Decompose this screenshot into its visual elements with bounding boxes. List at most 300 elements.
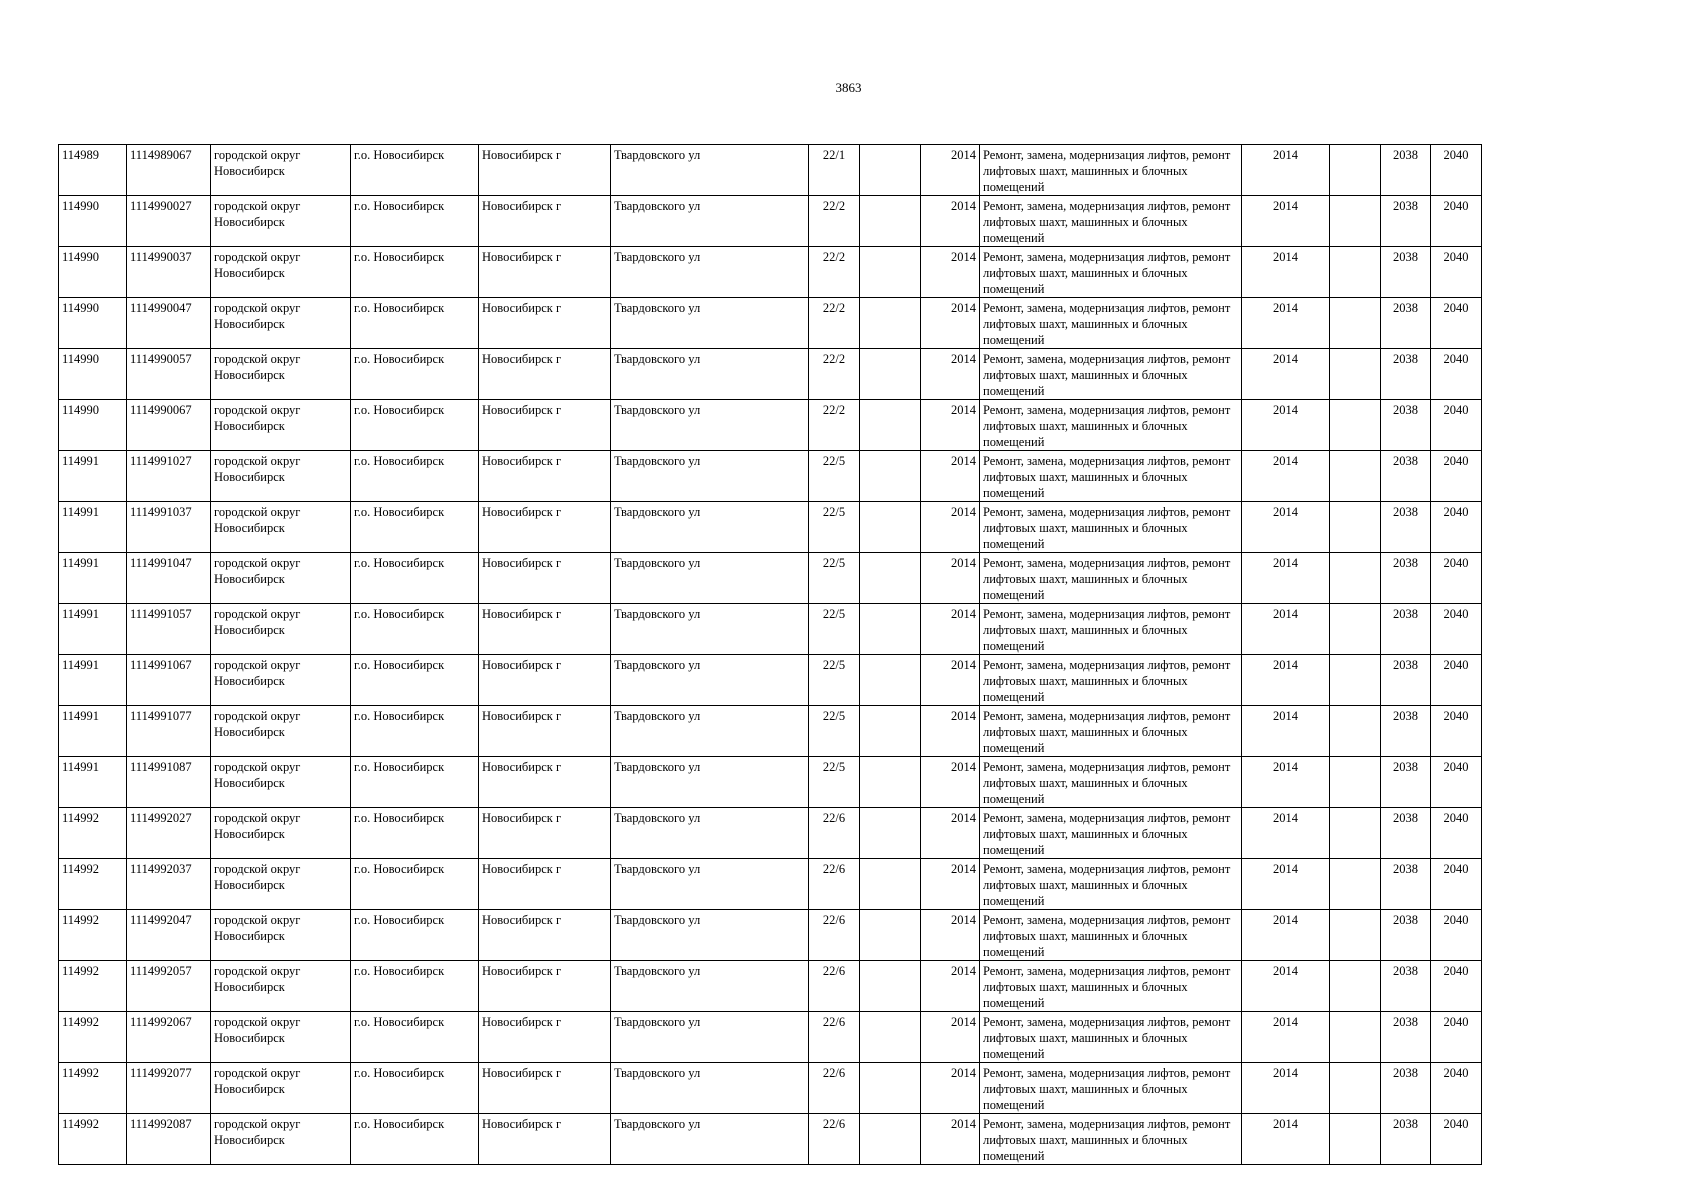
cell-city: Новосибирск г <box>479 1012 611 1063</box>
cell-city: Новосибирск г <box>479 859 611 910</box>
cell-street: Твардовского ул <box>611 247 809 298</box>
cell-municipality: г.о. Новосибирск <box>351 706 479 757</box>
cell-extra <box>1330 1114 1381 1165</box>
cell-extra <box>1330 910 1381 961</box>
cell-municipality: г.о. Новосибирск <box>351 859 479 910</box>
registry-table <box>58 144 1482 1165</box>
cell-id: 114990 <box>59 298 127 349</box>
cell-city: Новосибирск г <box>479 808 611 859</box>
cell-house: 22/6 <box>809 961 860 1012</box>
cell-work-year: 2014 <box>1242 502 1330 553</box>
cell-city: Новосибирск г <box>479 196 611 247</box>
table-row <box>59 961 1482 1012</box>
cell-period-start: 2038 <box>1381 1063 1431 1114</box>
cell-municipality: г.о. Новосибирск <box>351 757 479 808</box>
cell-building <box>860 1114 921 1165</box>
cell-house: 22/2 <box>809 247 860 298</box>
cell-work-year: 2014 <box>1242 553 1330 604</box>
cell-building <box>860 706 921 757</box>
cell-street: Твардовского ул <box>611 298 809 349</box>
cell-work-year: 2014 <box>1242 196 1330 247</box>
cell-building <box>860 451 921 502</box>
cell-district: городской округ Новосибирск <box>211 910 351 961</box>
cell-period-end: 2040 <box>1431 655 1482 706</box>
cell-building <box>860 757 921 808</box>
cell-district: городской округ Новосибирск <box>211 349 351 400</box>
cell-house: 22/2 <box>809 349 860 400</box>
cell-code: 1114991067 <box>127 655 211 706</box>
cell-district: городской округ Новосибирск <box>211 757 351 808</box>
cell-work-type: Ремонт, замена, модернизация лифтов, ремонт лифтовых шахт, машинных и блочных помещений <box>980 910 1242 961</box>
cell-id: 114992 <box>59 961 127 1012</box>
cell-code: 1114990027 <box>127 196 211 247</box>
cell-city: Новосибирск г <box>479 1063 611 1114</box>
cell-house: 22/2 <box>809 400 860 451</box>
cell-district: городской округ Новосибирск <box>211 502 351 553</box>
cell-extra <box>1330 604 1381 655</box>
cell-street: Твардовского ул <box>611 910 809 961</box>
cell-house: 22/6 <box>809 1063 860 1114</box>
cell-year-built: 2014 <box>921 145 980 196</box>
cell-period-start: 2038 <box>1381 553 1431 604</box>
cell-street: Твардовского ул <box>611 1063 809 1114</box>
cell-id: 114990 <box>59 400 127 451</box>
cell-period-start: 2038 <box>1381 961 1431 1012</box>
cell-period-end: 2040 <box>1431 808 1482 859</box>
cell-period-start: 2038 <box>1381 145 1431 196</box>
cell-extra <box>1330 349 1381 400</box>
cell-id: 114991 <box>59 706 127 757</box>
cell-extra <box>1330 196 1381 247</box>
cell-id: 114990 <box>59 196 127 247</box>
table-row <box>59 247 1482 298</box>
cell-work-year: 2014 <box>1242 859 1330 910</box>
table-body <box>59 145 1482 1165</box>
cell-municipality: г.о. Новосибирск <box>351 1063 479 1114</box>
cell-id: 114992 <box>59 808 127 859</box>
cell-id: 114992 <box>59 1063 127 1114</box>
cell-id: 114991 <box>59 502 127 553</box>
cell-municipality: г.о. Новосибирск <box>351 553 479 604</box>
table-row <box>59 604 1482 655</box>
cell-district: городской округ Новосибирск <box>211 1114 351 1165</box>
cell-id: 114991 <box>59 553 127 604</box>
cell-street: Твардовского ул <box>611 400 809 451</box>
cell-work-year: 2014 <box>1242 1012 1330 1063</box>
cell-work-type: Ремонт, замена, модернизация лифтов, ремонт лифтовых шахт, машинных и блочных помещений <box>980 400 1242 451</box>
cell-municipality: г.о. Новосибирск <box>351 400 479 451</box>
cell-district: городской округ Новосибирск <box>211 451 351 502</box>
cell-extra <box>1330 706 1381 757</box>
cell-municipality: г.о. Новосибирск <box>351 196 479 247</box>
cell-district: городской округ Новосибирск <box>211 655 351 706</box>
cell-period-end: 2040 <box>1431 502 1482 553</box>
cell-code: 1114992077 <box>127 1063 211 1114</box>
cell-extra <box>1330 1012 1381 1063</box>
cell-code: 1114991087 <box>127 757 211 808</box>
cell-street: Твардовского ул <box>611 655 809 706</box>
cell-period-end: 2040 <box>1431 400 1482 451</box>
cell-code: 1114991047 <box>127 553 211 604</box>
cell-building <box>860 655 921 706</box>
cell-city: Новосибирск г <box>479 910 611 961</box>
cell-district: городской округ Новосибирск <box>211 247 351 298</box>
cell-work-type: Ремонт, замена, модернизация лифтов, ремонт лифтовых шахт, машинных и блочных помещений <box>980 553 1242 604</box>
cell-work-year: 2014 <box>1242 706 1330 757</box>
cell-district: городской округ Новосибирск <box>211 553 351 604</box>
cell-id: 114992 <box>59 910 127 961</box>
cell-work-type: Ремонт, замена, модернизация лифтов, ремонт лифтовых шахт, машинных и блочных помещений <box>980 961 1242 1012</box>
cell-city: Новосибирск г <box>479 451 611 502</box>
cell-house: 22/5 <box>809 502 860 553</box>
cell-period-end: 2040 <box>1431 757 1482 808</box>
cell-house: 22/5 <box>809 553 860 604</box>
cell-year-built: 2014 <box>921 1012 980 1063</box>
cell-building <box>860 553 921 604</box>
cell-city: Новосибирск г <box>479 247 611 298</box>
table-row <box>59 1063 1482 1114</box>
cell-work-type: Ремонт, замена, модернизация лифтов, ремонт лифтовых шахт, машинных и блочных помещений <box>980 1012 1242 1063</box>
cell-building <box>860 298 921 349</box>
cell-district: городской округ Новосибирск <box>211 1063 351 1114</box>
cell-period-start: 2038 <box>1381 757 1431 808</box>
cell-municipality: г.о. Новосибирск <box>351 655 479 706</box>
cell-building <box>860 604 921 655</box>
cell-district: городской округ Новосибирск <box>211 808 351 859</box>
cell-municipality: г.о. Новосибирск <box>351 298 479 349</box>
cell-district: городской округ Новосибирск <box>211 145 351 196</box>
cell-municipality: г.о. Новосибирск <box>351 349 479 400</box>
cell-street: Твардовского ул <box>611 961 809 1012</box>
table-row <box>59 910 1482 961</box>
cell-municipality: г.о. Новосибирск <box>351 1114 479 1165</box>
cell-city: Новосибирск г <box>479 349 611 400</box>
cell-street: Твардовского ул <box>611 349 809 400</box>
cell-building <box>860 502 921 553</box>
cell-work-type: Ремонт, замена, модернизация лифтов, ремонт лифтовых шахт, машинных и блочных помещений <box>980 655 1242 706</box>
cell-year-built: 2014 <box>921 349 980 400</box>
cell-work-year: 2014 <box>1242 247 1330 298</box>
cell-municipality: г.о. Новосибирск <box>351 1012 479 1063</box>
cell-period-start: 2038 <box>1381 349 1431 400</box>
cell-id: 114991 <box>59 757 127 808</box>
cell-work-type: Ремонт, замена, модернизация лифтов, ремонт лифтовых шахт, машинных и блочных помещений <box>980 349 1242 400</box>
cell-period-end: 2040 <box>1431 553 1482 604</box>
cell-city: Новосибирск г <box>479 145 611 196</box>
cell-period-start: 2038 <box>1381 451 1431 502</box>
cell-period-end: 2040 <box>1431 604 1482 655</box>
cell-city: Новосибирск г <box>479 502 611 553</box>
table-row <box>59 1114 1482 1165</box>
cell-period-end: 2040 <box>1431 1012 1482 1063</box>
cell-work-type: Ремонт, замена, модернизация лифтов, ремонт лифтовых шахт, машинных и блочных помещений <box>980 247 1242 298</box>
cell-street: Твардовского ул <box>611 553 809 604</box>
cell-extra <box>1330 400 1381 451</box>
cell-period-start: 2038 <box>1381 604 1431 655</box>
cell-year-built: 2014 <box>921 1063 980 1114</box>
cell-period-start: 2038 <box>1381 1114 1431 1165</box>
cell-period-end: 2040 <box>1431 706 1482 757</box>
cell-year-built: 2014 <box>921 247 980 298</box>
cell-street: Твардовского ул <box>611 808 809 859</box>
cell-extra <box>1330 247 1381 298</box>
cell-id: 114989 <box>59 145 127 196</box>
cell-period-start: 2038 <box>1381 910 1431 961</box>
cell-work-year: 2014 <box>1242 1114 1330 1165</box>
cell-building <box>860 1063 921 1114</box>
table-row <box>59 196 1482 247</box>
cell-period-end: 2040 <box>1431 961 1482 1012</box>
cell-period-end: 2040 <box>1431 859 1482 910</box>
cell-year-built: 2014 <box>921 196 980 247</box>
cell-code: 1114990037 <box>127 247 211 298</box>
cell-year-built: 2014 <box>921 604 980 655</box>
cell-street: Твардовского ул <box>611 1012 809 1063</box>
cell-period-end: 2040 <box>1431 910 1482 961</box>
cell-year-built: 2014 <box>921 553 980 604</box>
cell-work-type: Ремонт, замена, модернизация лифтов, ремонт лифтовых шахт, машинных и блочных помещений <box>980 298 1242 349</box>
cell-id: 114991 <box>59 604 127 655</box>
cell-building <box>860 1012 921 1063</box>
table-row <box>59 655 1482 706</box>
cell-id: 114990 <box>59 349 127 400</box>
cell-work-year: 2014 <box>1242 1063 1330 1114</box>
cell-city: Новосибирск г <box>479 655 611 706</box>
cell-work-year: 2014 <box>1242 145 1330 196</box>
cell-code: 1114992027 <box>127 808 211 859</box>
cell-work-year: 2014 <box>1242 961 1330 1012</box>
cell-code: 1114991077 <box>127 706 211 757</box>
cell-id: 114990 <box>59 247 127 298</box>
cell-municipality: г.о. Новосибирск <box>351 502 479 553</box>
cell-work-type: Ремонт, замена, модернизация лифтов, ремонт лифтовых шахт, машинных и блочных помещений <box>980 196 1242 247</box>
cell-municipality: г.о. Новосибирск <box>351 604 479 655</box>
cell-city: Новосибирск г <box>479 604 611 655</box>
cell-code: 1114990057 <box>127 349 211 400</box>
cell-street: Твардовского ул <box>611 706 809 757</box>
cell-period-end: 2040 <box>1431 1114 1482 1165</box>
cell-street: Твардовского ул <box>611 1114 809 1165</box>
cell-extra <box>1330 859 1381 910</box>
table-row <box>59 502 1482 553</box>
cell-work-type: Ремонт, замена, модернизация лифтов, ремонт лифтовых шахт, машинных и блочных помещений <box>980 1114 1242 1165</box>
cell-house: 22/2 <box>809 196 860 247</box>
cell-house: 22/5 <box>809 655 860 706</box>
cell-work-year: 2014 <box>1242 400 1330 451</box>
cell-work-year: 2014 <box>1242 757 1330 808</box>
cell-extra <box>1330 553 1381 604</box>
cell-id: 114992 <box>59 1114 127 1165</box>
cell-code: 1114992067 <box>127 1012 211 1063</box>
cell-year-built: 2014 <box>921 808 980 859</box>
cell-house: 22/6 <box>809 859 860 910</box>
cell-building <box>860 859 921 910</box>
cell-work-type: Ремонт, замена, модернизация лифтов, ремонт лифтовых шахт, машинных и блочных помещений <box>980 1063 1242 1114</box>
cell-city: Новосибирск г <box>479 1114 611 1165</box>
cell-municipality: г.о. Новосибирск <box>351 145 479 196</box>
cell-street: Твардовского ул <box>611 757 809 808</box>
cell-code: 1114991027 <box>127 451 211 502</box>
cell-city: Новосибирск г <box>479 961 611 1012</box>
cell-work-type: Ремонт, замена, модернизация лифтов, ремонт лифтовых шахт, машинных и блочных помещений <box>980 808 1242 859</box>
cell-house: 22/5 <box>809 757 860 808</box>
cell-house: 22/5 <box>809 706 860 757</box>
cell-year-built: 2014 <box>921 451 980 502</box>
cell-work-year: 2014 <box>1242 349 1330 400</box>
cell-house: 22/5 <box>809 451 860 502</box>
cell-period-start: 2038 <box>1381 196 1431 247</box>
cell-city: Новосибирск г <box>479 757 611 808</box>
cell-city: Новосибирск г <box>479 400 611 451</box>
cell-house: 22/6 <box>809 808 860 859</box>
cell-period-end: 2040 <box>1431 247 1482 298</box>
cell-period-start: 2038 <box>1381 808 1431 859</box>
cell-district: городской округ Новосибирск <box>211 604 351 655</box>
cell-street: Твардовского ул <box>611 451 809 502</box>
cell-building <box>860 961 921 1012</box>
cell-work-year: 2014 <box>1242 808 1330 859</box>
cell-extra <box>1330 655 1381 706</box>
cell-year-built: 2014 <box>921 706 980 757</box>
cell-work-year: 2014 <box>1242 910 1330 961</box>
cell-period-end: 2040 <box>1431 145 1482 196</box>
cell-street: Твардовского ул <box>611 604 809 655</box>
cell-id: 114991 <box>59 451 127 502</box>
cell-period-start: 2038 <box>1381 859 1431 910</box>
cell-year-built: 2014 <box>921 1114 980 1165</box>
cell-work-type: Ремонт, замена, модернизация лифтов, ремонт лифтовых шахт, машинных и блочных помещений <box>980 859 1242 910</box>
cell-year-built: 2014 <box>921 502 980 553</box>
cell-year-built: 2014 <box>921 859 980 910</box>
table-row <box>59 145 1482 196</box>
cell-municipality: г.о. Новосибирск <box>351 910 479 961</box>
cell-house: 22/6 <box>809 1012 860 1063</box>
cell-period-end: 2040 <box>1431 298 1482 349</box>
cell-building <box>860 196 921 247</box>
cell-work-type: Ремонт, замена, модернизация лифтов, ремонт лифтовых шахт, машинных и блочных помещений <box>980 145 1242 196</box>
cell-district: городской округ Новосибирск <box>211 1012 351 1063</box>
table-row <box>59 757 1482 808</box>
cell-district: городской округ Новосибирск <box>211 859 351 910</box>
cell-house: 22/2 <box>809 298 860 349</box>
table-row <box>59 1012 1482 1063</box>
cell-street: Твардовского ул <box>611 502 809 553</box>
cell-district: городской округ Новосибирск <box>211 298 351 349</box>
cell-extra <box>1330 451 1381 502</box>
cell-id: 114992 <box>59 859 127 910</box>
cell-work-type: Ремонт, замена, модернизация лифтов, ремонт лифтовых шахт, машинных и блочных помещений <box>980 502 1242 553</box>
cell-extra <box>1330 145 1381 196</box>
cell-house: 22/6 <box>809 910 860 961</box>
cell-work-year: 2014 <box>1242 298 1330 349</box>
cell-house: 22/6 <box>809 1114 860 1165</box>
cell-district: городской округ Новосибирск <box>211 706 351 757</box>
cell-code: 1114992047 <box>127 910 211 961</box>
cell-city: Новосибирск г <box>479 298 611 349</box>
cell-building <box>860 808 921 859</box>
cell-year-built: 2014 <box>921 400 980 451</box>
cell-district: городской округ Новосибирск <box>211 400 351 451</box>
cell-house: 22/5 <box>809 604 860 655</box>
cell-house: 22/1 <box>809 145 860 196</box>
table-row <box>59 349 1482 400</box>
cell-work-type: Ремонт, замена, модернизация лифтов, ремонт лифтовых шахт, машинных и блочных помещений <box>980 604 1242 655</box>
cell-code: 1114992037 <box>127 859 211 910</box>
cell-district: городской округ Новосибирск <box>211 961 351 1012</box>
cell-extra <box>1330 757 1381 808</box>
cell-period-start: 2038 <box>1381 706 1431 757</box>
cell-work-year: 2014 <box>1242 604 1330 655</box>
cell-work-type: Ремонт, замена, модернизация лифтов, ремонт лифтовых шахт, машинных и блочных помещений <box>980 757 1242 808</box>
cell-code: 1114991037 <box>127 502 211 553</box>
cell-street: Твардовского ул <box>611 196 809 247</box>
table-row <box>59 298 1482 349</box>
cell-id: 114992 <box>59 1012 127 1063</box>
cell-year-built: 2014 <box>921 655 980 706</box>
table-row <box>59 706 1482 757</box>
cell-period-start: 2038 <box>1381 400 1431 451</box>
cell-code: 1114991057 <box>127 604 211 655</box>
cell-street: Твардовского ул <box>611 859 809 910</box>
cell-building <box>860 349 921 400</box>
cell-work-year: 2014 <box>1242 451 1330 502</box>
cell-period-start: 2038 <box>1381 1012 1431 1063</box>
cell-municipality: г.о. Новосибирск <box>351 808 479 859</box>
cell-building <box>860 247 921 298</box>
table-row <box>59 400 1482 451</box>
cell-code: 1114990047 <box>127 298 211 349</box>
cell-municipality: г.о. Новосибирск <box>351 961 479 1012</box>
cell-code: 1114992087 <box>127 1114 211 1165</box>
table-row <box>59 553 1482 604</box>
cell-municipality: г.о. Новосибирск <box>351 247 479 298</box>
cell-building <box>860 910 921 961</box>
cell-city: Новосибирск г <box>479 706 611 757</box>
cell-year-built: 2014 <box>921 298 980 349</box>
cell-period-end: 2040 <box>1431 451 1482 502</box>
cell-extra <box>1330 502 1381 553</box>
table-row <box>59 451 1482 502</box>
cell-code: 1114989067 <box>127 145 211 196</box>
cell-district: городской округ Новосибирск <box>211 196 351 247</box>
page-number: 3863 <box>835 80 862 95</box>
cell-work-year: 2014 <box>1242 655 1330 706</box>
cell-period-start: 2038 <box>1381 298 1431 349</box>
cell-extra <box>1330 808 1381 859</box>
cell-period-start: 2038 <box>1381 502 1431 553</box>
cell-extra <box>1330 961 1381 1012</box>
cell-code: 1114992057 <box>127 961 211 1012</box>
cell-city: Новосибирск г <box>479 553 611 604</box>
cell-building <box>860 400 921 451</box>
cell-code: 1114990067 <box>127 400 211 451</box>
cell-period-end: 2040 <box>1431 196 1482 247</box>
cell-year-built: 2014 <box>921 961 980 1012</box>
cell-id: 114991 <box>59 655 127 706</box>
cell-period-end: 2040 <box>1431 349 1482 400</box>
cell-period-end: 2040 <box>1431 1063 1482 1114</box>
cell-period-start: 2038 <box>1381 655 1431 706</box>
cell-extra <box>1330 1063 1381 1114</box>
table-row <box>59 859 1482 910</box>
cell-work-type: Ремонт, замена, модернизация лифтов, ремонт лифтовых шахт, машинных и блочных помещений <box>980 706 1242 757</box>
table-row <box>59 808 1482 859</box>
cell-municipality: г.о. Новосибирск <box>351 451 479 502</box>
cell-work-type: Ремонт, замена, модернизация лифтов, ремонт лифтовых шахт, машинных и блочных помещений <box>980 451 1242 502</box>
cell-building <box>860 145 921 196</box>
cell-street: Твардовского ул <box>611 145 809 196</box>
cell-year-built: 2014 <box>921 910 980 961</box>
